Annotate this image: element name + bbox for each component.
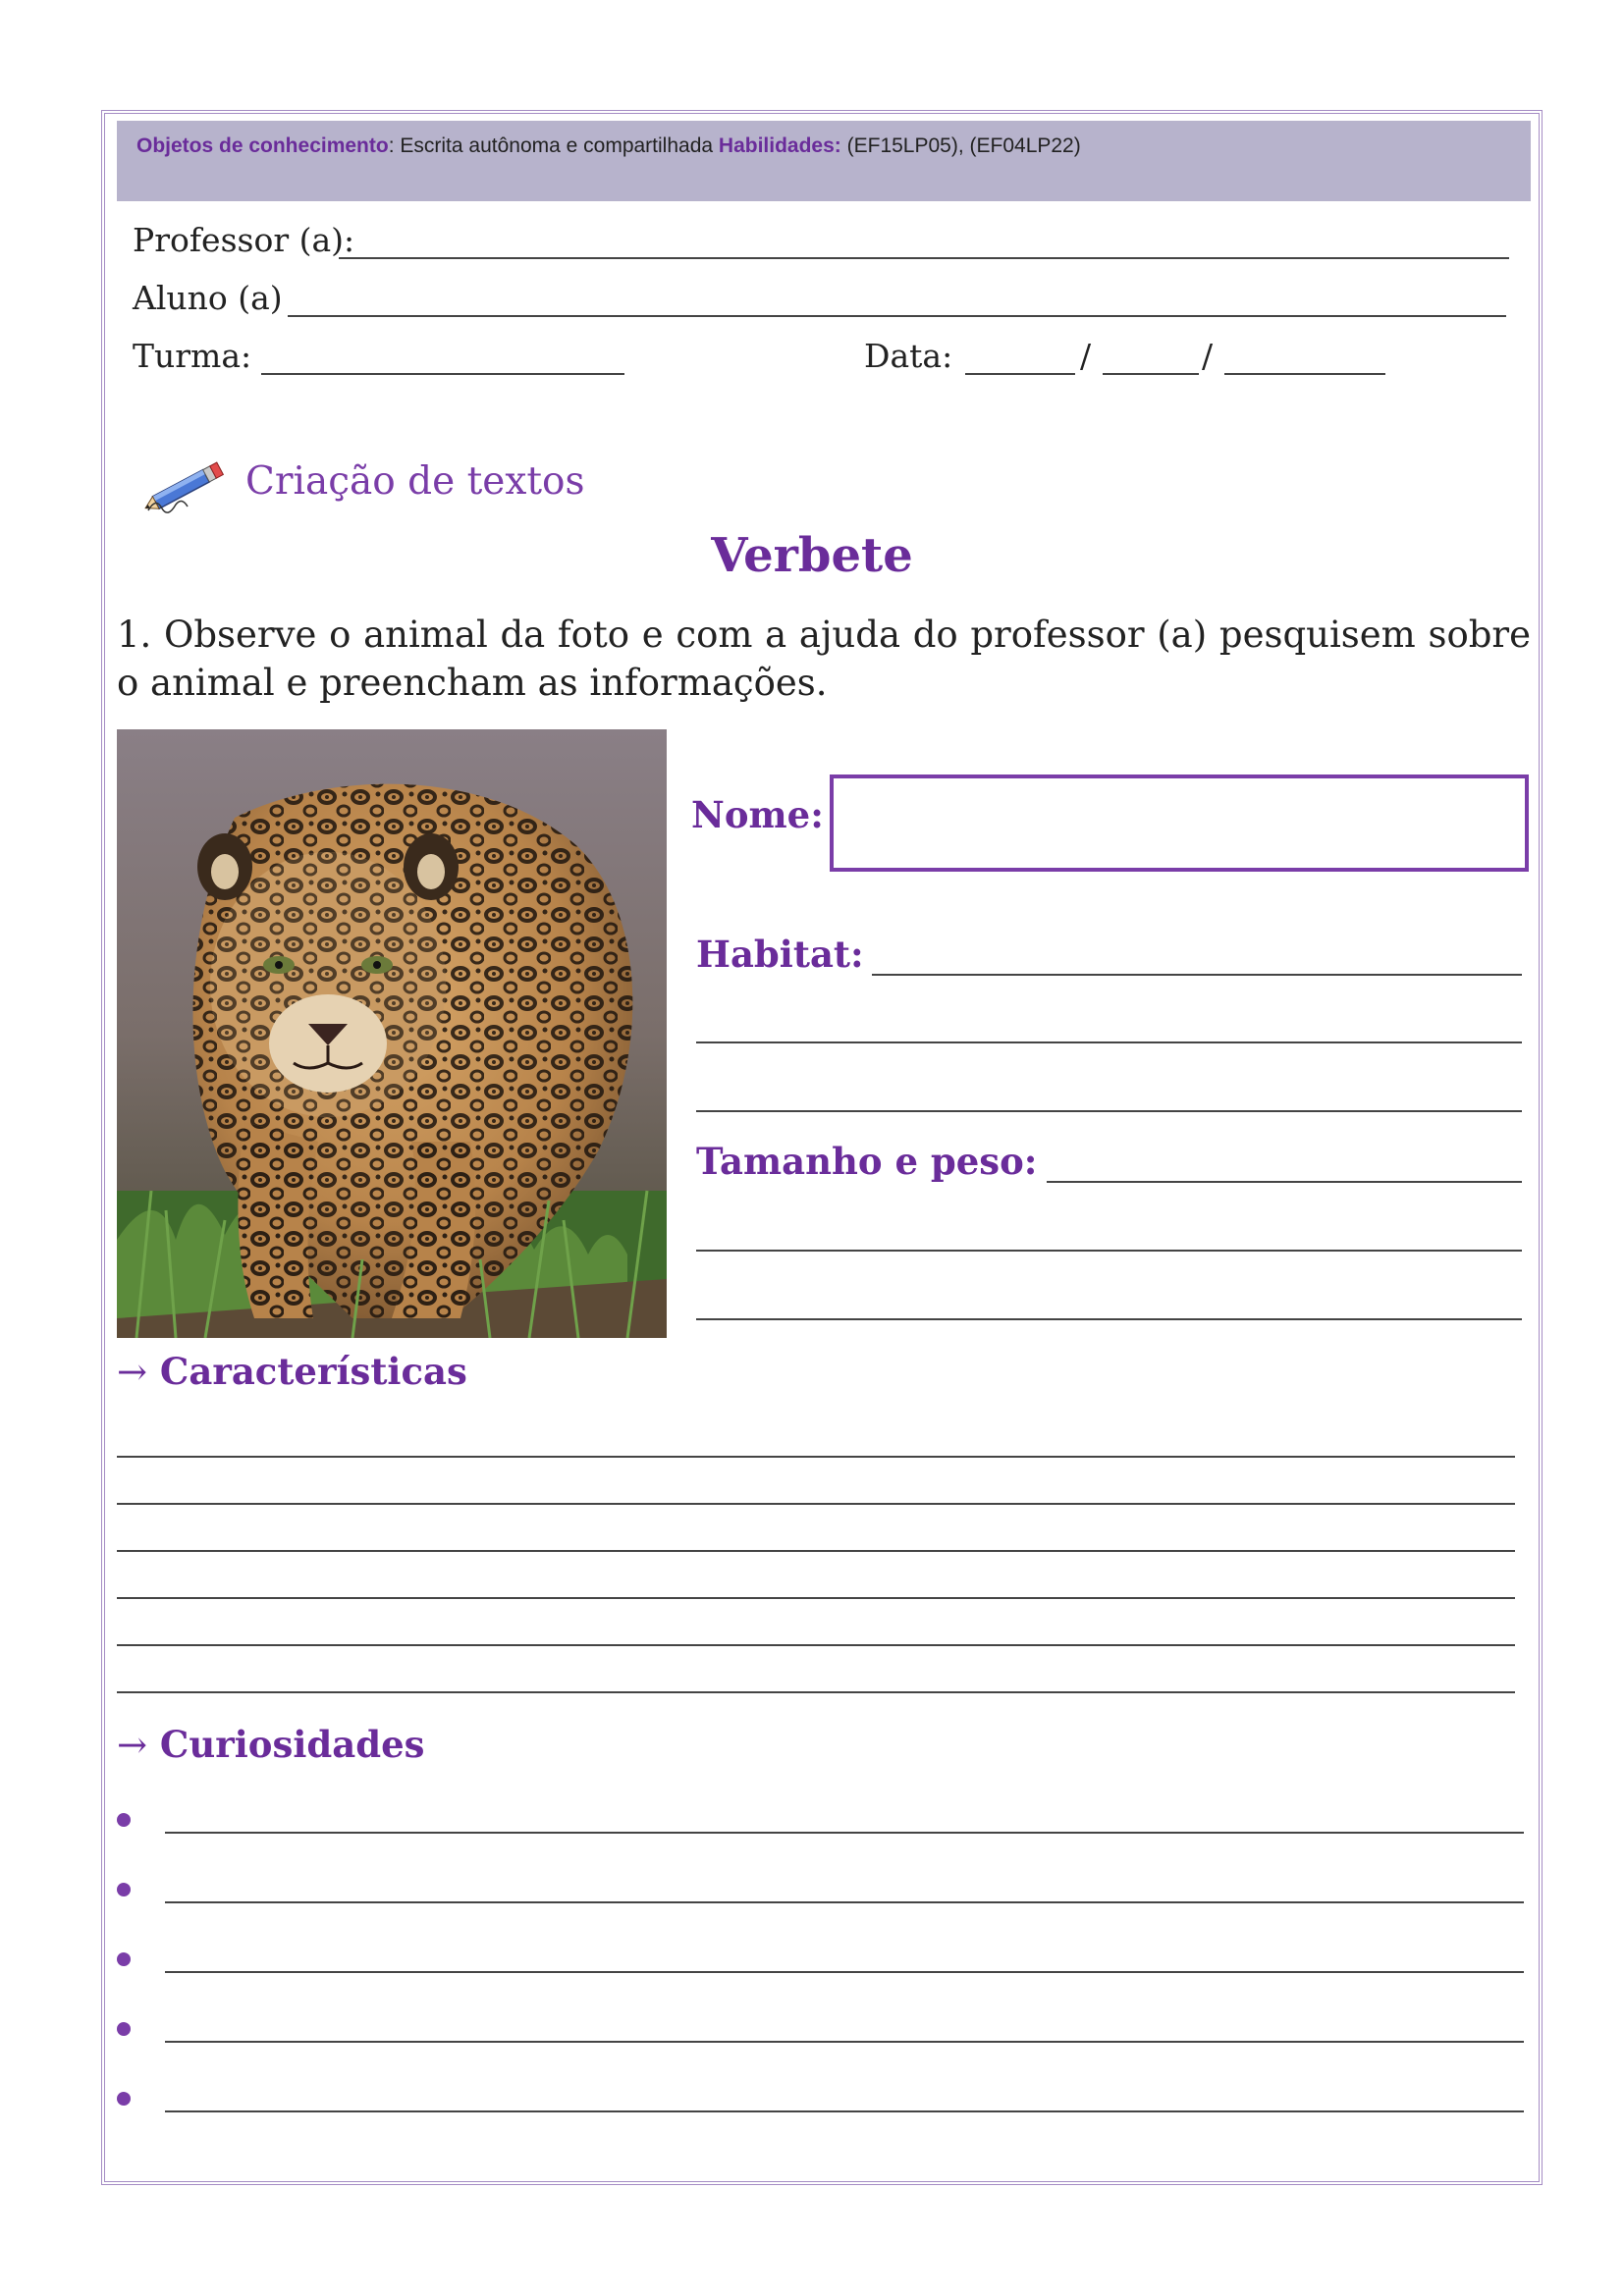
habitat-line-3[interactable] — [696, 1110, 1522, 1112]
section-label: Criação de textos — [245, 459, 585, 504]
curiosidades-label: Curiosidades — [159, 1723, 425, 1766]
aluno-label: Aluno (a) — [133, 279, 283, 317]
nome-input-box[interactable] — [830, 774, 1529, 872]
turma-field[interactable] — [261, 373, 624, 375]
caracteristicas-line-5[interactable] — [117, 1644, 1515, 1646]
pencil-icon — [140, 454, 227, 522]
curiosidades-arrow: → — [117, 1724, 148, 1766]
tamanho-line-1[interactable] — [1047, 1181, 1522, 1183]
tamanho-line-3[interactable] — [696, 1318, 1522, 1320]
habilidades-label: Habilidades: — [718, 134, 841, 157]
professor-field[interactable] — [339, 257, 1509, 259]
aluno-field[interactable] — [288, 315, 1506, 317]
habilidades-value: (EF15LP05), (EF04LP22) — [840, 134, 1081, 157]
curiosidade-line-5[interactable] — [165, 2110, 1524, 2112]
caracteristicas-arrow: → — [117, 1351, 148, 1393]
habitat-line-2[interactable] — [696, 1041, 1522, 1043]
caracteristicas-line-2[interactable] — [117, 1503, 1515, 1505]
caracteristicas-heading — [117, 1350, 467, 1393]
curiosidade-bullet-2 — [117, 1883, 131, 1896]
curiosidade-bullet-4 — [117, 2022, 131, 2036]
nome-label: Nome: — [691, 793, 824, 836]
curiosidade-bullet-5 — [117, 2092, 131, 2106]
professor-label: Professor (a): — [133, 221, 355, 259]
curiosidade-bullet-3 — [117, 1952, 131, 1966]
header-bar — [117, 121, 1531, 201]
habitat-line-1[interactable] — [872, 974, 1522, 976]
tamanho-label: Tamanho e peso: — [696, 1140, 1038, 1183]
date-year-field[interactable] — [1224, 373, 1385, 375]
curiosidades-heading — [117, 1723, 424, 1766]
page-title: Verbete — [711, 528, 913, 583]
caracteristicas-label: Características — [159, 1350, 467, 1393]
curiosidade-line-4[interactable] — [165, 2041, 1524, 2043]
jaguar-photo — [117, 729, 667, 1338]
data-label: Data: — [864, 337, 953, 375]
objetos-label: Objetos de conhecimento — [136, 134, 389, 157]
date-separator-2: / — [1202, 337, 1214, 375]
habitat-label: Habitat: — [696, 933, 864, 976]
caracteristicas-line-3[interactable] — [117, 1550, 1515, 1552]
curiosidade-bullet-1 — [117, 1813, 131, 1827]
turma-label: Turma: — [133, 337, 252, 375]
curiosidade-line-2[interactable] — [165, 1901, 1524, 1903]
caracteristicas-line-1[interactable] — [117, 1456, 1515, 1458]
jaguar-photo-illustration — [117, 729, 667, 1338]
objetos-value: : Escrita autônoma e compartilhada — [388, 134, 719, 157]
date-day-field[interactable] — [965, 373, 1075, 375]
tamanho-line-2[interactable] — [696, 1250, 1522, 1252]
caracteristicas-line-4[interactable] — [117, 1597, 1515, 1599]
date-month-field[interactable] — [1103, 373, 1199, 375]
question-text: 1. Observe o animal da foto e com a ajuda do professor (a) pesquisem sobre o animal e preencham as informações. — [117, 614, 1531, 704]
date-separator-1: / — [1080, 337, 1092, 375]
caracteristicas-line-6[interactable] — [117, 1691, 1515, 1693]
curiosidade-line-1[interactable] — [165, 1832, 1524, 1834]
header-text — [136, 134, 1081, 158]
curiosidade-line-3[interactable] — [165, 1971, 1524, 1973]
